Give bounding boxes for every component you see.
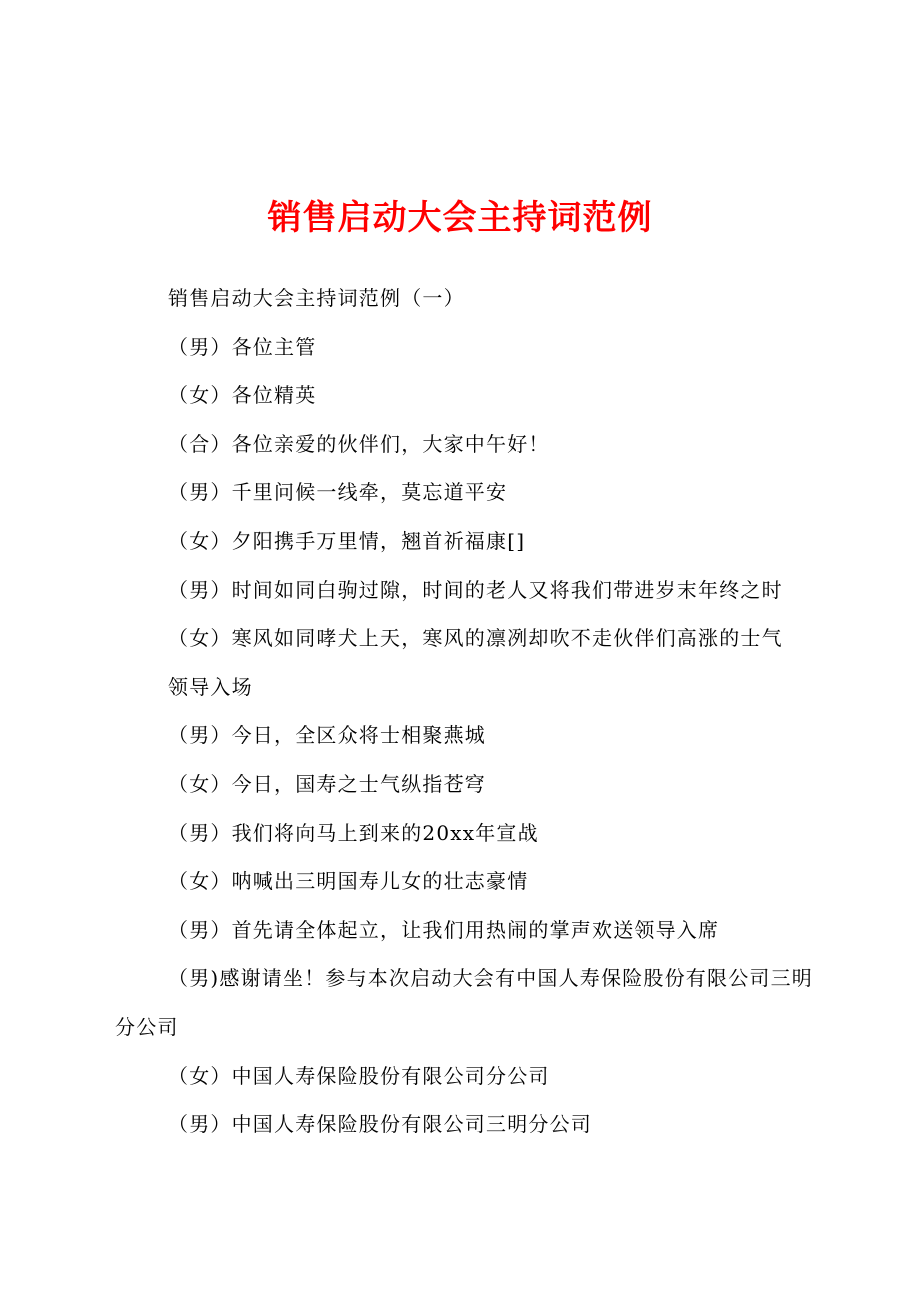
paragraph: （男）今日，全区众将士相聚燕城 bbox=[168, 723, 486, 748]
paragraph: 领导入场 bbox=[168, 674, 253, 699]
paragraph: （男）各位主管 bbox=[168, 334, 317, 359]
paragraph: （合）各位亲爱的伙伴们，大家中午好！ bbox=[168, 431, 550, 456]
paragraph: （女）呐喊出三明国寿儿女的壮志豪情 bbox=[168, 869, 529, 894]
paragraph: （女）中国人寿保险股份有限公司分公司 bbox=[168, 1063, 550, 1088]
paragraph: （男)感谢请坐！参与本次启动大会有中国人寿保险股份有限公司三明分公司 bbox=[115, 966, 814, 1039]
paragraph: （男）我们将向马上到来的20xx年宣战 bbox=[168, 820, 539, 845]
document-title: 销售启动大会主持词范例 bbox=[267, 198, 653, 238]
paragraph: （女）夕阳携手万里情，翘首祈福康[] bbox=[168, 528, 526, 553]
paragraph: （女）今日，国寿之士气纵指苍穹 bbox=[168, 771, 486, 796]
paragraph: （男）首先请全体起立，让我们用热闹的掌声欢送领导入席 bbox=[168, 917, 720, 942]
paragraph: （女）寒风如同哮犬上天，寒风的凛冽却吹不走伙伴们高涨的士气 bbox=[168, 626, 783, 651]
paragraph: （男）中国人寿保险股份有限公司三明分公司 bbox=[168, 1112, 592, 1137]
document-body bbox=[115, 274, 815, 1149]
paragraph: （女）各位精英 bbox=[168, 383, 317, 408]
paragraph: （男）千里问候一线牵，莫忘道平安 bbox=[168, 480, 508, 505]
paragraph: （男）时间如同白驹过隙，时间的老人又将我们带进岁末年终之时 bbox=[168, 577, 783, 602]
paragraph-section-heading: 销售启动大会主持词范例（一） bbox=[168, 286, 465, 310]
